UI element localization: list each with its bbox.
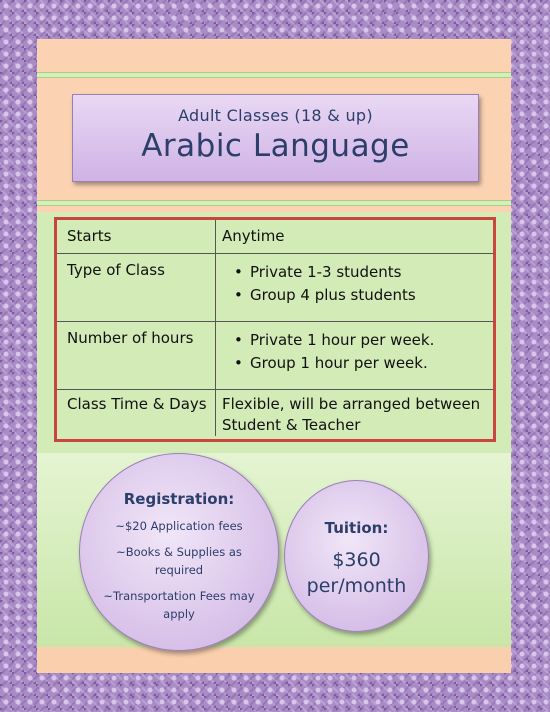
type-of-class-list [222, 261, 493, 307]
number-of-hours-list [222, 329, 493, 375]
row-label-class-time: Class Time & Days [57, 389, 216, 436]
registration-item-application: ~$20 Application fees [115, 519, 243, 533]
header-banner [72, 94, 479, 182]
list-item: • Group 4 plus students [250, 284, 493, 307]
registration-circle [79, 453, 279, 651]
class-details-table [54, 217, 496, 442]
row-label-number-of-hours: Number of hours [57, 321, 216, 389]
table-row [57, 220, 493, 253]
top-divider-stripe [37, 72, 511, 78]
registration-item-transportation: ~Transportation Fees may apply [103, 589, 255, 621]
table-row [57, 253, 493, 321]
row-value-class-time: Flexible, will be arranged between Student & Teacher [222, 394, 481, 434]
row-label-type-of-class: Type of Class [57, 253, 216, 321]
page-title: Arabic Language [141, 128, 410, 164]
tuition-title: Tuition: [324, 519, 389, 537]
table-row [57, 389, 493, 436]
row-label-starts: Starts [57, 220, 216, 253]
table-row [57, 321, 493, 389]
list-item: • Group 1 hour per week. [250, 352, 493, 375]
tuition-circle [284, 480, 429, 632]
registration-title: Registration: [123, 490, 235, 508]
tuition-price: $360 [332, 549, 381, 571]
row-value-starts: Anytime [216, 220, 494, 253]
page-bottom-band [37, 647, 511, 673]
list-item: • Private 1 hour per week. [250, 329, 493, 352]
header-subtitle: Adult Classes (18 & up) [178, 106, 373, 125]
middle-divider-stripe [37, 200, 511, 206]
registration-item-books: ~Books & Supplies as required [116, 545, 242, 577]
list-item: • Private 1-3 students [250, 261, 493, 284]
tuition-period: per/month [306, 575, 407, 597]
